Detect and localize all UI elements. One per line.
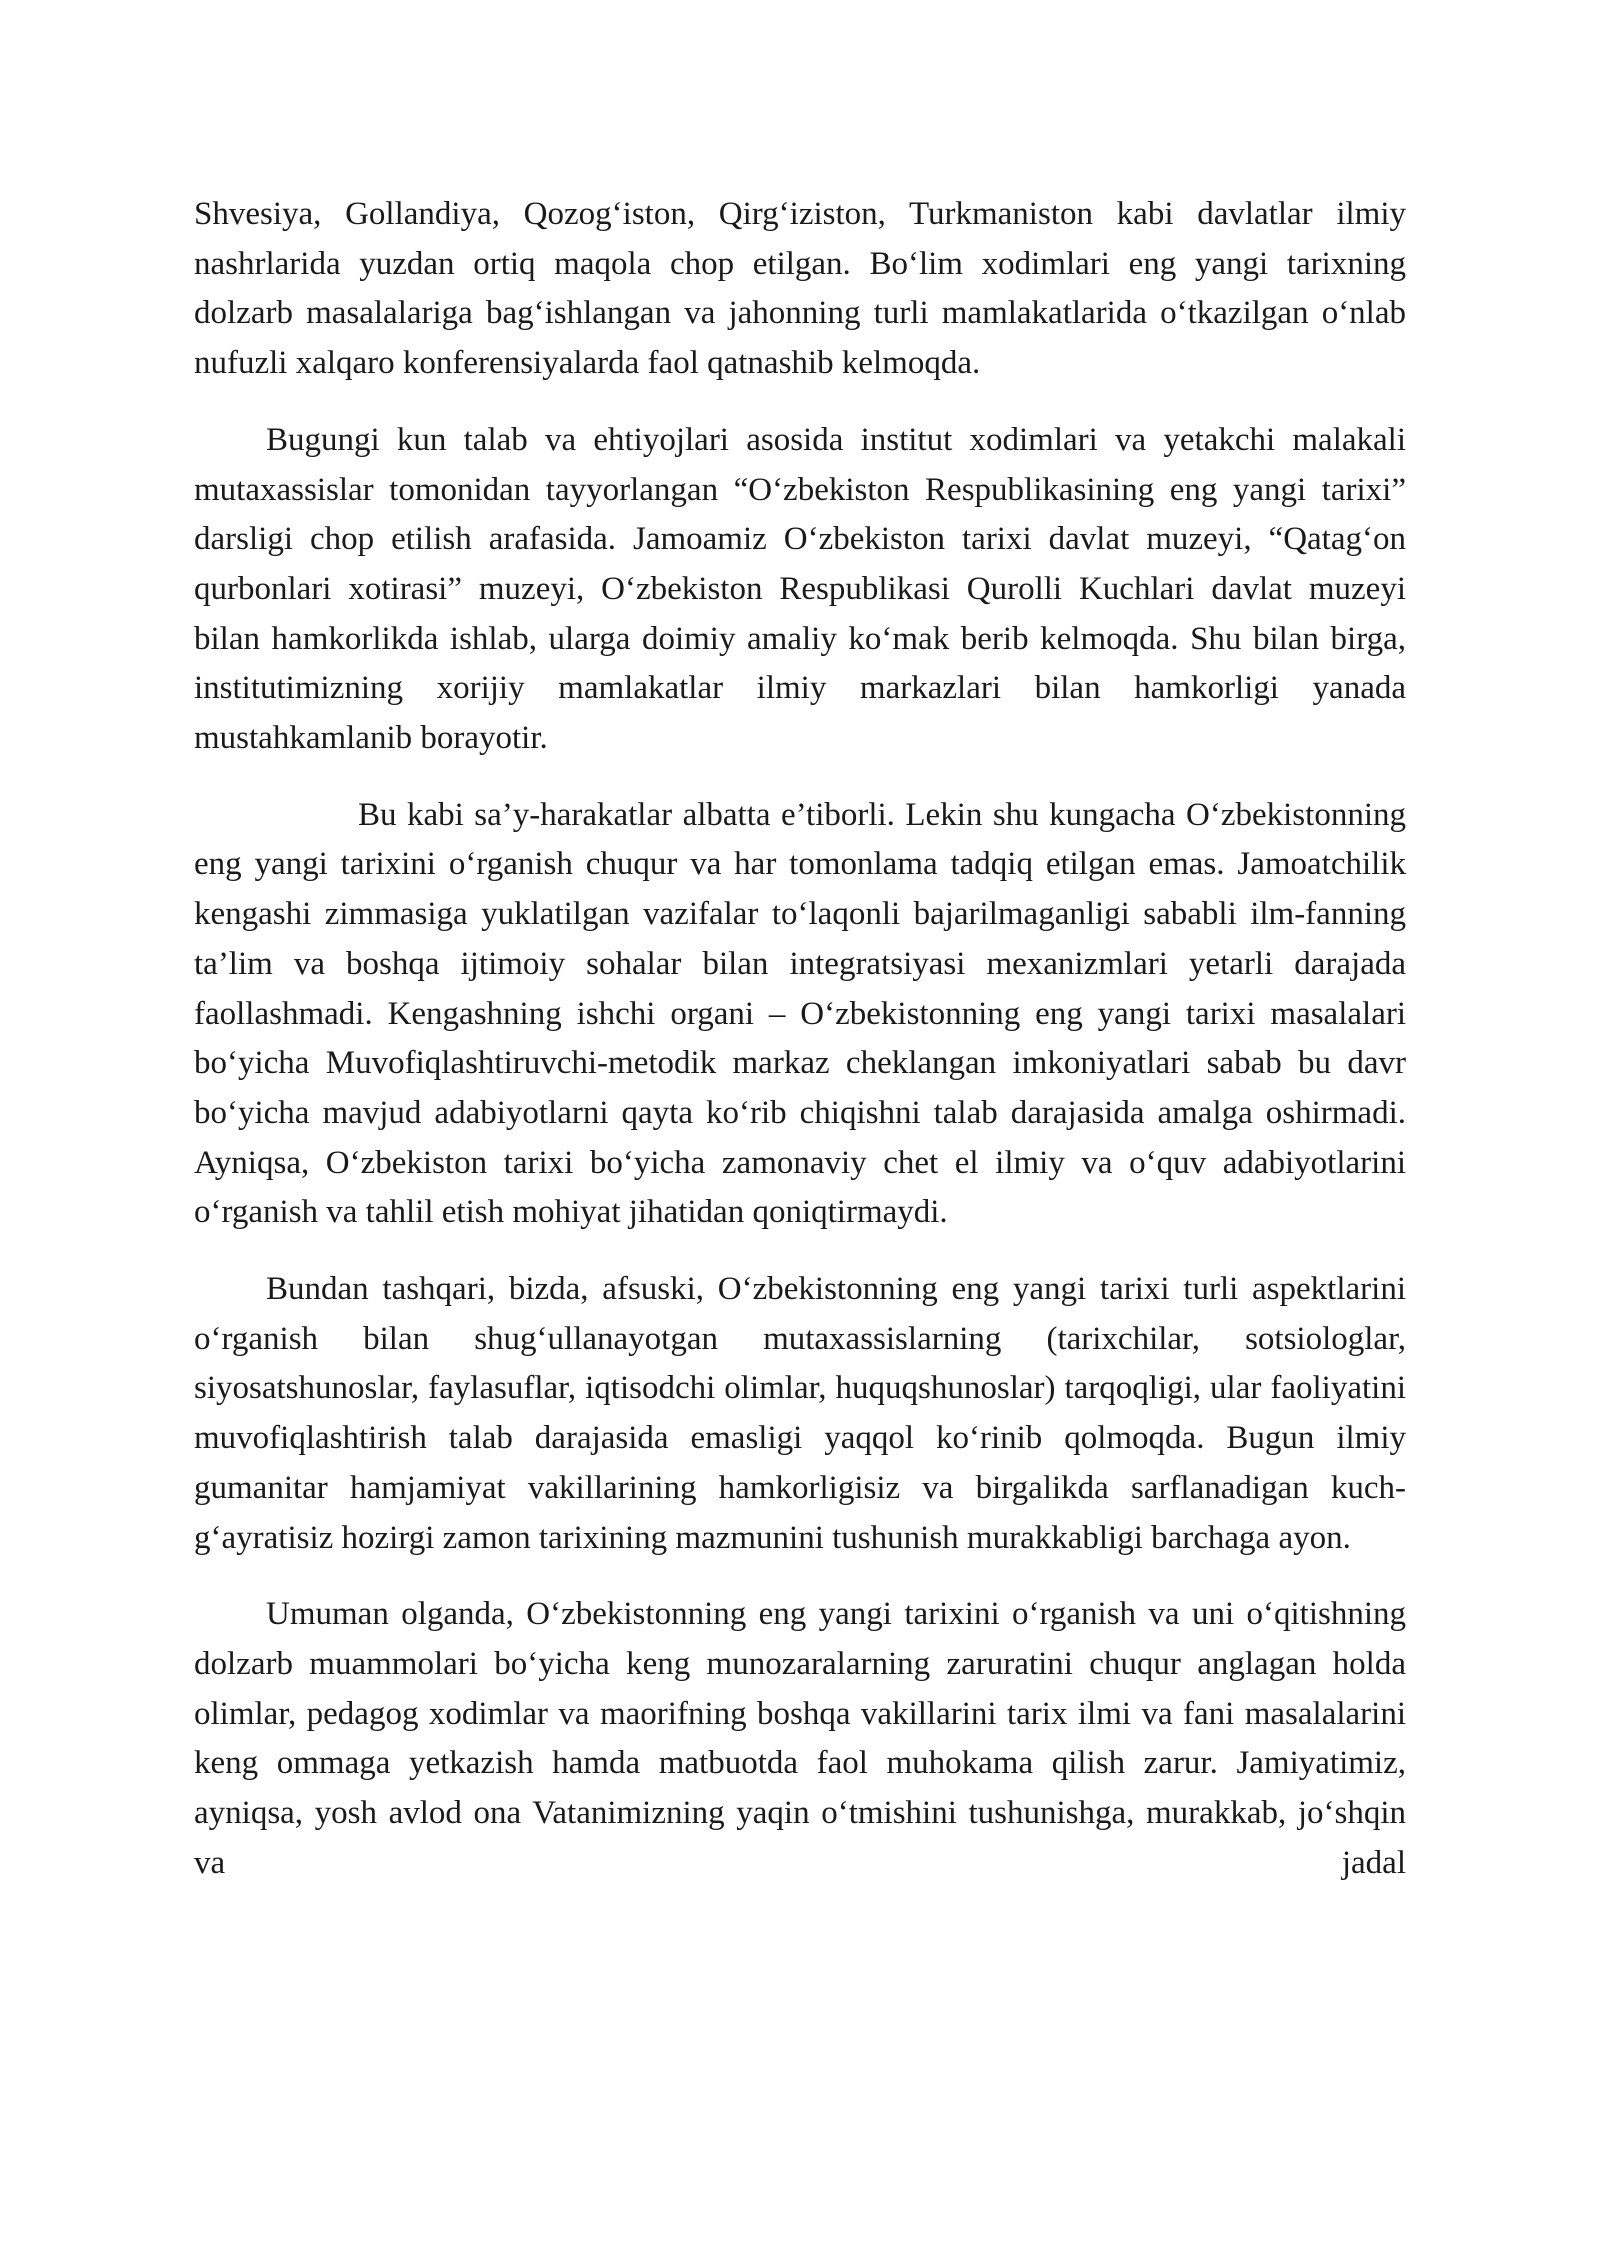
paragraph-5: Umuman olganda, O‘zbekistonning eng yangi tarixini o‘rganish va uni o‘qitishning dolzarb muammolari bo‘yicha keng munozaralarning zaruratini chuqur anglagan holda olimlar, pedagog xodimlar va maorifning boshqa vakillarini tarix ilmi va fani masalalarini keng ommaga yetkazish hamda matbuotda faol muhokama qilish zarur. Jamiyatimiz, ayniqsa, yosh avlod ona Vatanimizning yaqin o‘tmishini tushunishga, murakkab, jo‘shqin va jadal	[194, 1596, 1406, 1881]
paragraph-3: Bu kabi sa’y-harakatlar albatta e’tiborli. Lekin shu kungacha O‘zbekistonning eng yangi tarixini o‘rganish chuqur va har tomonlama tadqiq etilgan emas. Jamoatchilik kengashi zimmasiga yuklatilgan vazifalar to‘laqonli bajarilmaganligi sababli ilm-fanning ta’lim va boshqa ijtimoiy sohalar bilan integratsiyasi mexanizmlari yetarli darajada faollashmadi. Kengashning ishchi organi – O‘zbekistonning eng yangi tarixi masalalari bo‘yicha Muvofiqlashtiruvchi-metodik markaz cheklangan imkoniyatlari sabab bu davr bo‘yicha mavjud adabiyotlarni qayta ko‘rib chiqishni talab darajasida amalga oshirmadi. Ayniqsa, O‘zbekiston tarixi bo‘yicha zamonaviy chet el ilmiy va o‘quv adabiyotlarini o‘rganish va tahlil etish mohiyat jihatidan qoniqtirmaydi.	[194, 796, 1406, 1231]
paragraph-1: Shvesiya, Gollandiya, Qozog‘iston, Qirg‘iziston, Turkmaniston kabi davlatlar ilmiy nashrlarida yuzdan ortiq maqola chop etilgan. Bo‘lim xodimlari eng yangi tarixning dolzarb masalalariga bag‘ishlangan va jahonning turli mamlakatlarida o‘tkazilgan o‘nlab nufuzli xalqaro konferensiyalarda faol qatnashib kelmoqda.	[194, 196, 1406, 382]
document-body	[194, 190, 1406, 1916]
paragraph-2: Bugungi kun talab va ehtiyojlari asosida institut xodimlari va yetakchi malakali mutaxassislar tomonidan tayyorlangan “O‘zbekiston Respublikasining eng yangi tarixi” darsligi chop etilish arafasida. Jamoamiz O‘zbekiston tarixi davlat muzeyi, “Qatag‘on qurbonlari xotirasi” muzeyi, O‘zbekiston Respublikasi Qurolli Kuchlari davlat muzeyi bilan hamkorlikda ishlab, ularga doimiy amaliy ko‘mak berib kelmoqda. Shu bilan birga, institutimizning xorijiy mamlakatlar ilmiy markazlari bilan hamkorligi yanada mustahkamlanib borayotir.	[194, 421, 1406, 757]
paragraph-4: Bundan tashqari, bizda, afsuski, O‘zbekistonning eng yangi tarixi turli aspektlarini o‘rganish bilan shug‘ullanayotgan mutaxassislarning (tarixchilar, sotsiologlar, siyosatshunoslar, faylasuflar, iqtisodchi olimlar, huquqshunoslar) tarqoqligi, ular faoliyatini muvofiqlashtirish talab darajasida emasligi yaqqol ko‘rinib qolmoqda. Bugun ilmiy gumanitar hamjamiyat vakillarining hamkorligisiz va birgalikda sarflanadigan kuch-g‘ayratisiz hozirgi zamon tarixining mazmunini tushunish murakkabligi barchaga ayon.	[194, 1271, 1406, 1556]
